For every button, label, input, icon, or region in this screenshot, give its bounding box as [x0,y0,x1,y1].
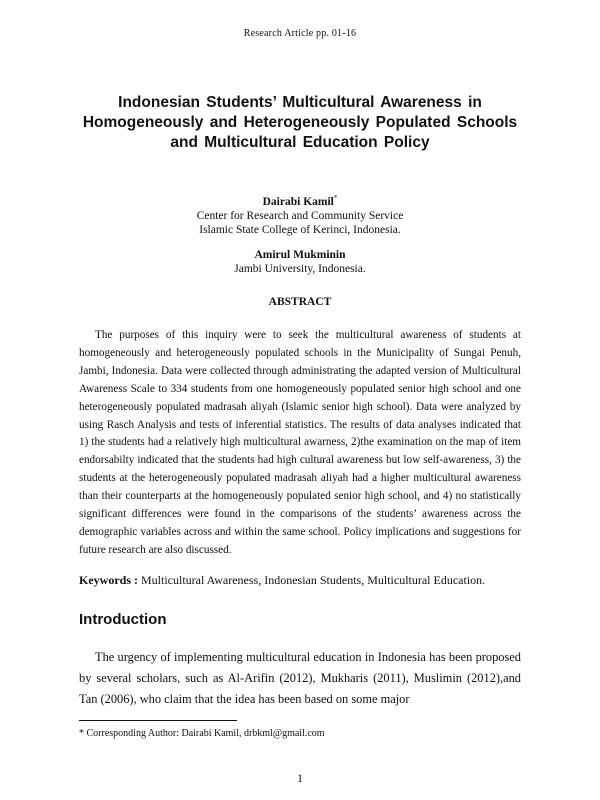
title-line: Homogeneously and Heterogeneously Populated Schools [82,114,518,131]
footnote-divider [79,720,237,721]
title-line: Indonesian Students’ Multicultural Awareness in [118,94,482,111]
author-affiliation: Jambi University, Indonesia. [234,263,366,275]
author-name: Amirul Mukminin [254,249,346,261]
corresponding-marker: * [333,194,338,202]
page-number: 1 [297,771,303,785]
keywords [79,572,521,588]
author-affiliation: Islamic State College of Kerinci, Indonesia. [199,223,401,236]
keywords-text: Multicultural Awareness, Indonesian Students, Multicultural Education. [141,573,486,587]
introduction-text: The urgency of implementing multicultural education in Indonesia has been proposed by several scholars, such as Al-Arifin (2012), Mukharis (2011), Muslimin (2012),and Tan (2006), who claim that the idea has been based on some major [79,650,521,706]
abstract-heading: ABSTRACT [268,296,332,308]
footnote: * Corresponding Author: Dairabi Kamil, drbkml@gmail.com [79,728,325,739]
author-name [0,191,600,209]
abstract-text: The purposes of this inquiry were to seek the multicultural awareness of students at homogeneously and heterogeneously populated schools in the Municipality of Sungai Penuh, Jambi, Indonesia. Data were collected through administrating the adapted version of Multicultural Awareness Scale to 334 students from one homogeneously populated senior high school and one heterogeneously populated madrasah aliyah (Islamic senior high school). Data were analyzed by using Rasch Analysis and tests of inferential statistics. The results of data analyses indicated that 1) the students had a relatively high multicultural awarness, 2)the examination on the map of item endorsabilty indicated that the students had high cultural awareness but low self-awareness, 3) the students at the heterogeneously populated madrasah aliyah had a higher multicultural awareness than their counterparts at the homogeneously populated senior high school, and 4) no statistically significant differences were found in the comparisons of the students’ awareness across the demographic variables across and within the same school. Policy implications and suggestions for future research are also discussed. [79,329,521,556]
author-block-2 [0,248,600,276]
paper-title [60,93,540,153]
author-affiliation: Center for Research and Community Service [196,209,404,222]
author-name-text: Dairabi Kamil [262,195,334,208]
keywords-label: Keywords : [79,573,138,587]
title-line: and Multicultural Education Policy [170,134,430,151]
author-block-1 [0,191,600,237]
running-header: Research Article pp. 01-16 [243,28,357,39]
section-heading-introduction: Introduction [79,611,167,628]
